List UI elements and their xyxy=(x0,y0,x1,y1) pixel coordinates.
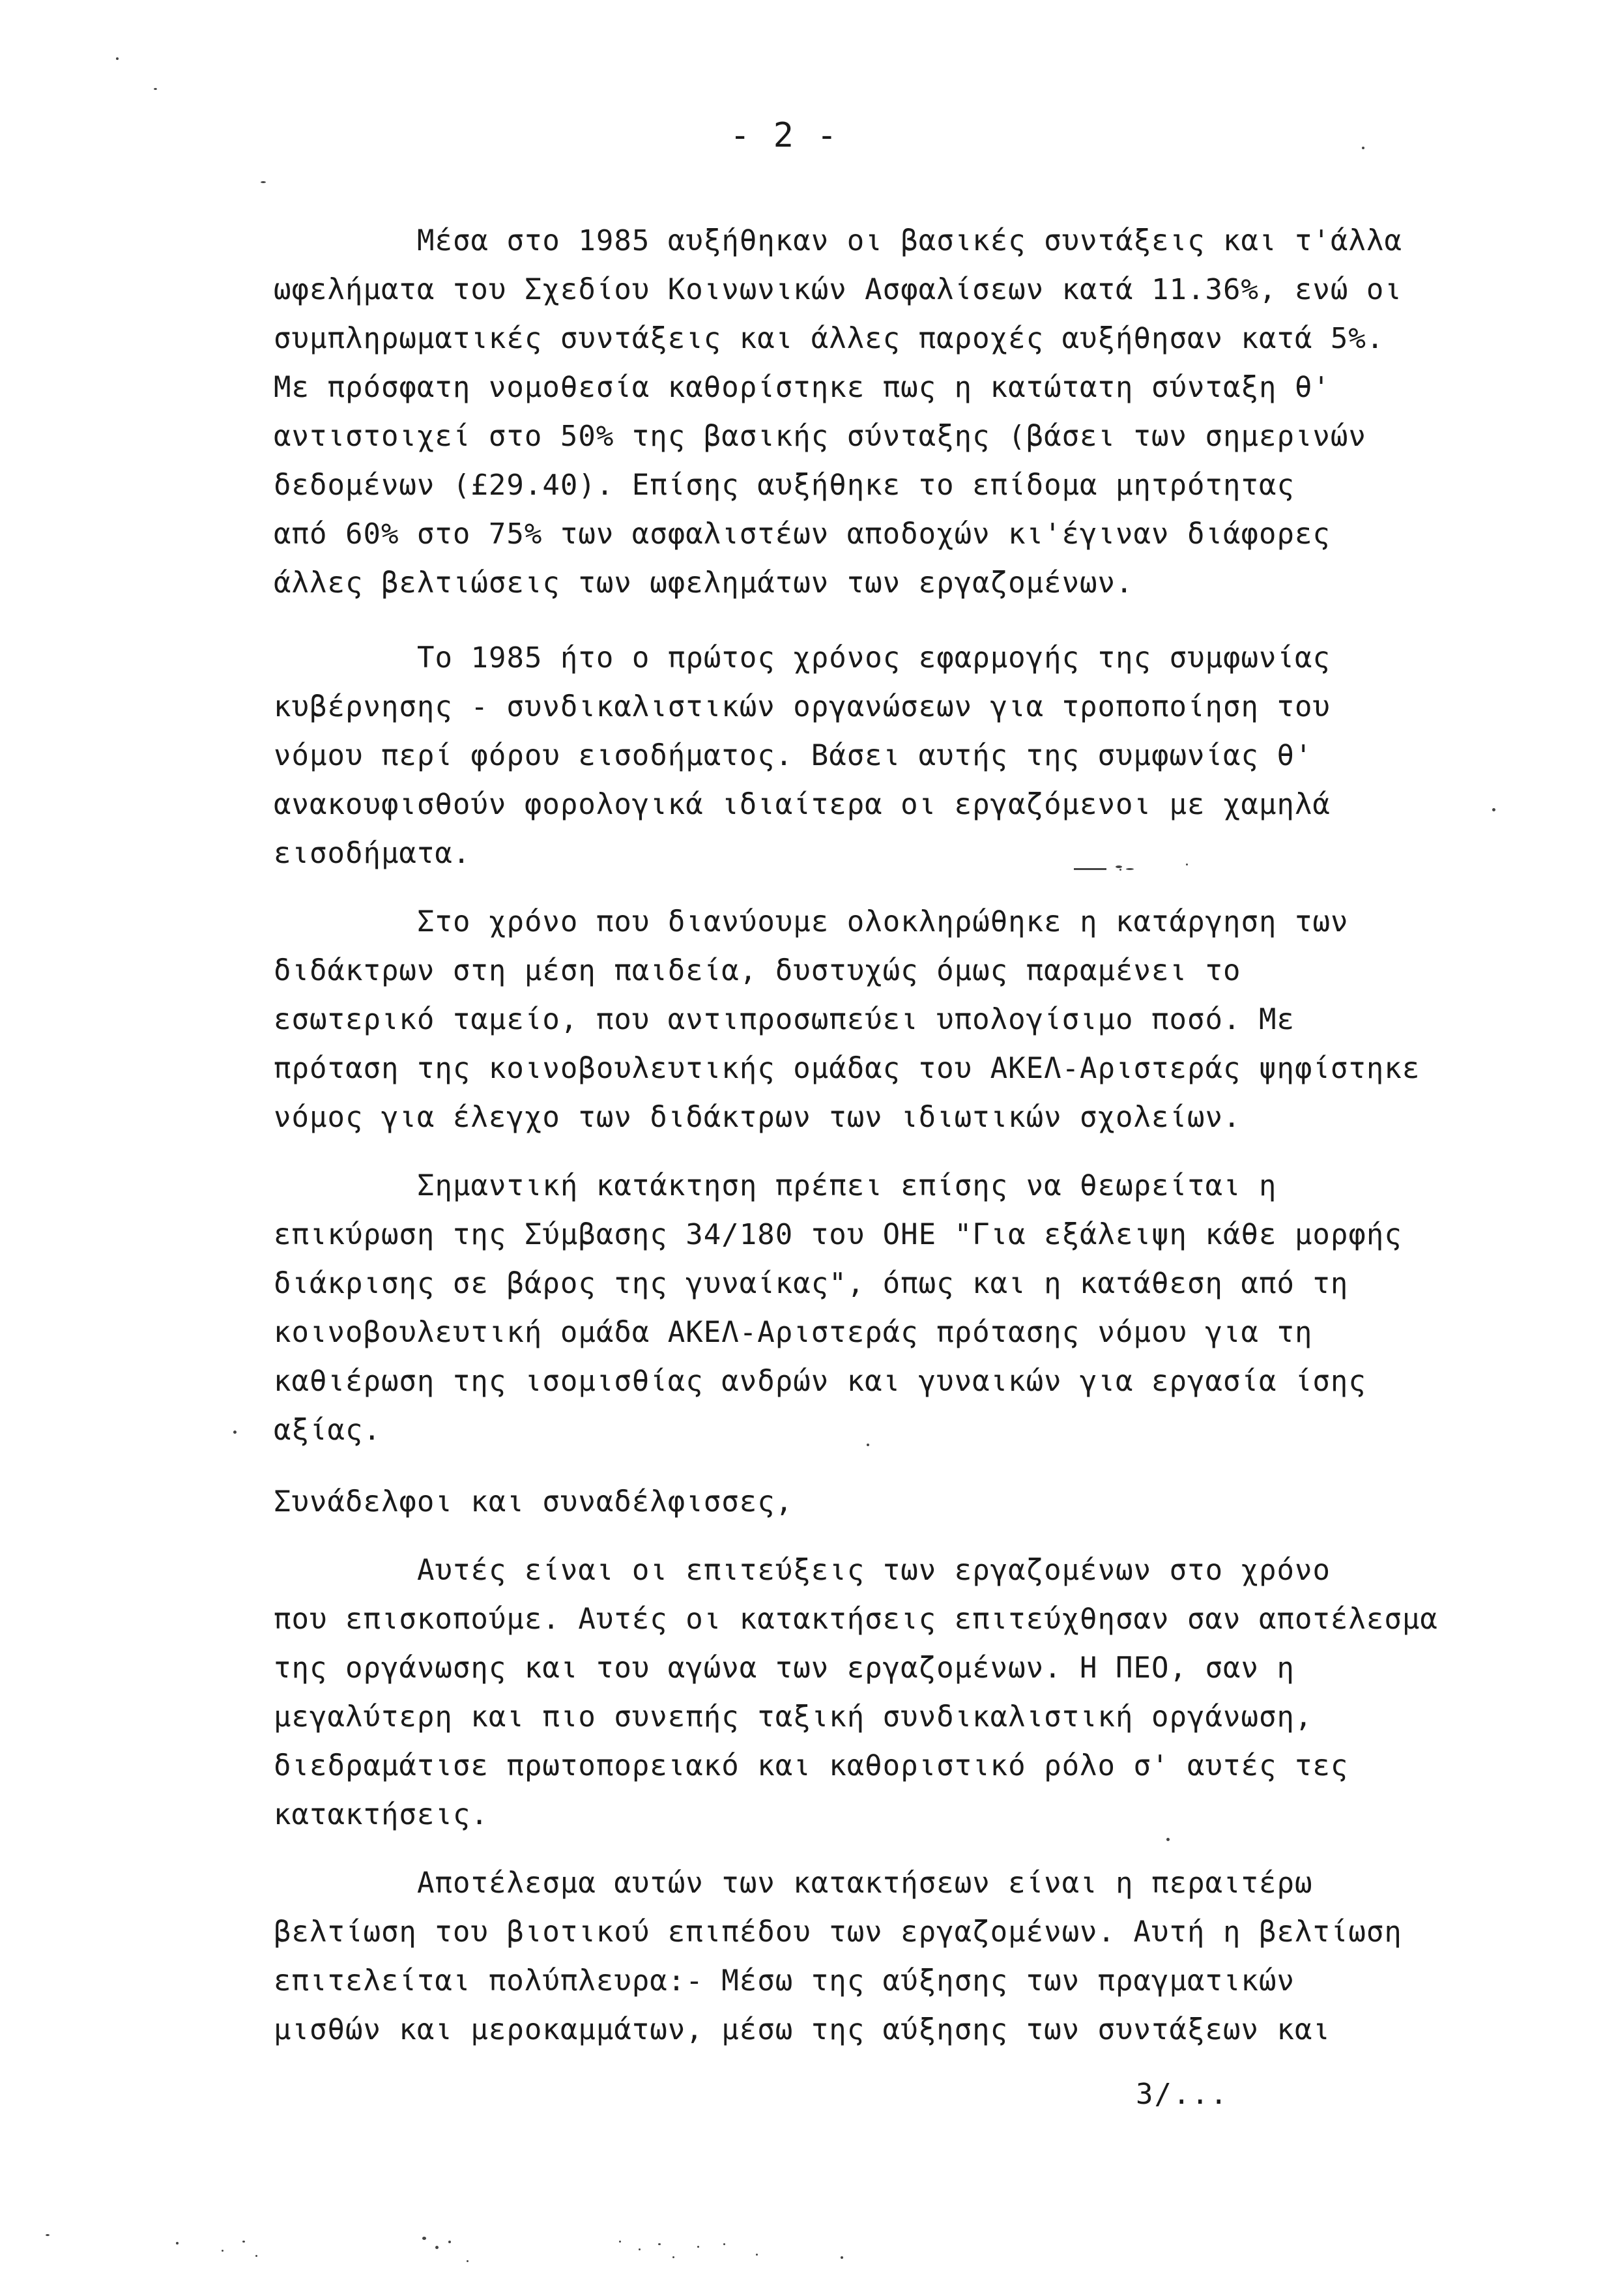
scan-speck xyxy=(723,2243,725,2245)
scan-speck xyxy=(697,2246,699,2248)
scan-speck xyxy=(242,2241,245,2243)
scan-speck xyxy=(619,2241,621,2243)
paragraph-4-line-2: επικύρωση της Σύμβασης 34/180 του ΟΗΕ "Για εξάλειψη κάθε μορφής xyxy=(274,1218,1402,1251)
paragraph-7-line-1: Αποτέλεσμα αυτών των κατακτήσεων είναι η περαιτέρω xyxy=(417,1867,1313,1900)
scan-speck xyxy=(1362,147,1364,149)
paragraph-1-line-7: από 60% στο 75% των ασφαλιστέων αποδοχών κι'έγιναν διάφορες xyxy=(274,517,1331,551)
paragraph-4-line-4: κοινοβουλευτική ομάδα ΑΚΕΛ-Αριστεράς πρότασης νόμου για τη xyxy=(274,1316,1313,1349)
paragraph-7-line-4: μισθών και μεροκαμμάτων, μέσω της αύξησης των συντάξεων και xyxy=(274,2013,1331,2046)
paragraph-7-line-2: βελτίωση του βιοτικού επιπέδου των εργαζομένων. Αυτή η βελτίωση xyxy=(274,1915,1402,1949)
paragraph-6-line-5: διεδραμάτισε πρωτοπορειακό και καθοριστικό ρόλο σ' αυτές τες xyxy=(274,1749,1349,1782)
scan-speck xyxy=(255,2255,257,2257)
paragraph-6-line-1: Αυτές είναι οι επιτεύξεις των εργαζομένων στο χρόνο xyxy=(417,1554,1331,1587)
scan-speck xyxy=(1074,868,1106,870)
paragraph-2-line-1: Το 1985 ήτο ο πρώτος χρόνος εφαρμογής της συμφωνίας xyxy=(417,641,1331,675)
scan-speck xyxy=(672,2256,674,2258)
scan-speck xyxy=(1186,864,1188,865)
paragraph-1-line-4: Με πρόσφατη νομοθεσία καθορίστηκε πως η κατώτατη σύνταξη θ' xyxy=(274,371,1331,404)
continuation-marker: 3/... xyxy=(1136,2078,1229,2111)
paragraph-7-line-3: επιτελείται πολύπλευρα:- Μέσω της αύξησης των πραγματικών xyxy=(274,1964,1295,1998)
scan-speck xyxy=(154,88,157,90)
paragraph-2-line-4: ανακουφισθούν φορολογικά ιδιαίτερα οι εργαζόμενοι με χαμηλά xyxy=(274,788,1331,821)
scan-speck xyxy=(222,2250,224,2252)
paragraph-2-line-2: κυβέρνησης - συνδικαλιστικών οργανώσεων για τροποποίηση του xyxy=(274,690,1331,723)
scan-speck xyxy=(1126,868,1134,870)
paragraph-4-line-5: καθιέρωση της ισομισθίας ανδρών και γυναικών για εργασία ίσης xyxy=(274,1365,1366,1398)
paragraph-3-line-5: νόμος για έλεγχο των διδάκτρων των ιδιωτικών σχολείων. xyxy=(274,1101,1241,1134)
paragraph-2-line-3: νόμου περί φόρου εισοδήματος. Βάσει αυτής της συμφωνίας θ' xyxy=(274,739,1313,772)
scan-speck xyxy=(867,1444,869,1446)
paragraph-3-line-2: διδάκτρων στη μέση παιδεία, δυστυχώς όμως παραμένει το xyxy=(274,954,1241,987)
scan-speck xyxy=(422,2237,426,2240)
paragraph-1-line-2: ωφελήματα του Σχεδίου Κοινωνικών Ασφαλίσεων κατά 11.36%, ενώ οι xyxy=(274,273,1402,306)
scan-speck xyxy=(841,2256,843,2259)
scan-speck xyxy=(756,2254,758,2256)
paragraph-3-line-4: πρόταση της κοινοβουλευτικής ομάδας του ΑΚΕΛ-Αριστεράς ψηφίστηκε xyxy=(274,1052,1421,1085)
paragraph-6-line-3: της οργάνωσης και του αγώνα των εργαζομένων. Η ΠΕΟ, σαν η xyxy=(274,1651,1295,1685)
paragraph-1-line-6: δεδομένων (£29.40). Επίσης αυξήθηκε το επίδομα μητρότητας xyxy=(274,469,1295,502)
scan-speck xyxy=(467,2260,469,2262)
salutation: Συνάδελφοι και συναδέλφισσες, xyxy=(274,1485,794,1519)
page-number: - 2 - xyxy=(730,116,839,155)
scan-speck xyxy=(1116,865,1122,868)
paragraph-4-line-3: διάκρισης σε βάρος της γυναίκας", όπως και η κατάθεση από τη xyxy=(274,1267,1349,1300)
paragraph-3-line-1: Στο χρόνο που διανύουμε ολοκληρώθηκε η κατάργηση των xyxy=(417,905,1349,938)
paragraph-3-line-3: εσωτερικό ταμείο, που αντιπροσωπεύει υπολογίσιμο ποσό. Με xyxy=(274,1003,1295,1036)
paragraph-6-line-6: κατακτήσεις. xyxy=(274,1798,489,1831)
scan-speck xyxy=(1119,869,1121,871)
scan-speck xyxy=(658,2243,661,2245)
paragraph-6-line-2: που επισκοπούμε. Αυτές οι κατακτήσεις επιτεύχθησαν σαν αποτέλεσμα xyxy=(274,1603,1438,1636)
scan-speck xyxy=(261,181,266,183)
paragraph-1-line-5: αντιστοιχεί στο 50% της βασικής σύνταξης (βάσει των σημερινών xyxy=(274,420,1366,453)
paragraph-1-line-3: συμπληρωματικές συντάξεις και άλλες παροχές αυξήθησαν κατά 5%. xyxy=(274,322,1385,355)
paragraph-4-line-1: Σημαντική κατάκτηση πρέπει επίσης να θεωρείται η xyxy=(417,1169,1277,1202)
scan-speck xyxy=(1492,808,1495,811)
scan-speck xyxy=(233,1431,237,1434)
scan-speck xyxy=(435,2246,439,2249)
paragraph-2-line-5: εισοδήματα. xyxy=(274,837,471,870)
scan-speck xyxy=(1166,1838,1170,1841)
scan-speck xyxy=(176,2242,179,2245)
paragraph-1-line-1: Μέσα στο 1985 αυξήθηκαν οι βασικές συντάξεις και τ'άλλα xyxy=(417,224,1402,257)
paragraph-4-line-6: αξίας. xyxy=(274,1414,381,1447)
paragraph-1-line-8: άλλες βελτιώσεις των ωφελημάτων των εργαζομένων. xyxy=(274,566,1134,600)
scan-speck xyxy=(116,57,119,60)
scan-speck xyxy=(448,2241,451,2243)
scan-speck xyxy=(639,2248,641,2250)
scan-speck xyxy=(46,2234,50,2236)
paragraph-6-line-4: μεγαλύτερη και πιο συνεπής ταξική συνδικαλιστική οργάνωση, xyxy=(274,1700,1313,1734)
